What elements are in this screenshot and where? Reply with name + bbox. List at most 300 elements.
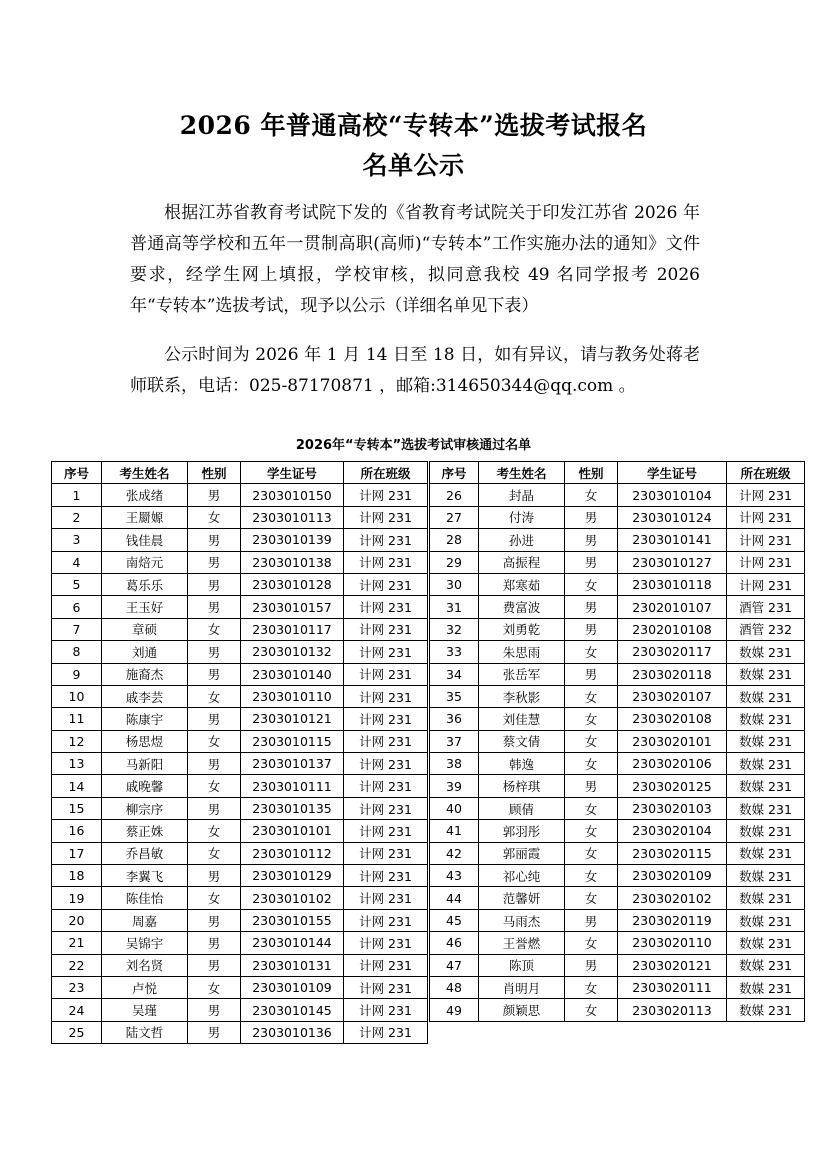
cell-student-id: 2303010132 bbox=[241, 641, 344, 663]
cell-gender: 男 bbox=[188, 596, 241, 618]
cell-student-id: 2303020121 bbox=[618, 954, 727, 976]
cell-gender: 女 bbox=[188, 685, 241, 707]
cell-gender: 男 bbox=[565, 529, 618, 551]
cell-class: 数媒 231 bbox=[727, 865, 805, 887]
cell-student-id: 2303010128 bbox=[241, 573, 344, 595]
cell-gender: 男 bbox=[188, 999, 241, 1021]
cell-class: 计网 231 bbox=[344, 797, 428, 819]
cell-student-id: 2303020106 bbox=[618, 753, 727, 775]
cell-student-id: 2303010141 bbox=[618, 529, 727, 551]
cell-class: 计网 231 bbox=[344, 663, 428, 685]
cell-gender: 男 bbox=[565, 551, 618, 573]
cell-student-id: 2303010155 bbox=[241, 909, 344, 931]
cell-gender: 男 bbox=[565, 506, 618, 528]
cell-gender: 男 bbox=[565, 909, 618, 931]
cell-name: 杨梓琪 bbox=[479, 775, 565, 797]
table-row bbox=[430, 730, 805, 752]
cell-name: 陆文哲 bbox=[102, 1021, 188, 1043]
table-row bbox=[52, 618, 428, 640]
cell-index: 26 bbox=[430, 484, 479, 506]
cell-gender: 男 bbox=[188, 753, 241, 775]
cell-student-id: 2303020111 bbox=[618, 976, 727, 998]
cell-class: 数媒 231 bbox=[727, 753, 805, 775]
cell-name: 卢悦 bbox=[102, 976, 188, 998]
cell-class: 数媒 231 bbox=[727, 797, 805, 819]
cell-index: 14 bbox=[52, 775, 102, 797]
cell-student-id: 2303010117 bbox=[241, 618, 344, 640]
header-name: 考生姓名 bbox=[102, 462, 188, 484]
cell-gender: 女 bbox=[188, 618, 241, 640]
cell-index: 22 bbox=[52, 954, 102, 976]
cell-index: 9 bbox=[52, 663, 102, 685]
cell-index: 31 bbox=[430, 596, 479, 618]
cell-index: 36 bbox=[430, 708, 479, 730]
doc-title-line1: 2026 年普通高校“专转本”选拔考试报名 bbox=[179, 111, 648, 140]
cell-index: 46 bbox=[430, 932, 479, 954]
cell-index: 44 bbox=[430, 887, 479, 909]
cell-class: 计网 231 bbox=[727, 551, 805, 573]
table-row bbox=[52, 1021, 428, 1043]
cell-index: 10 bbox=[52, 685, 102, 707]
cell-index: 35 bbox=[430, 685, 479, 707]
cell-student-id: 2303010101 bbox=[241, 820, 344, 842]
cell-student-id: 2303010157 bbox=[241, 596, 344, 618]
cell-class: 计网 231 bbox=[344, 954, 428, 976]
table-row bbox=[430, 820, 805, 842]
cell-gender: 男 bbox=[565, 596, 618, 618]
cell-name: 戚李芸 bbox=[102, 685, 188, 707]
cell-index: 5 bbox=[52, 573, 102, 595]
cell-index: 15 bbox=[52, 797, 102, 819]
cell-class: 计网 231 bbox=[344, 842, 428, 864]
cell-index: 2 bbox=[52, 506, 102, 528]
table-row bbox=[430, 887, 805, 909]
cell-class: 计网 231 bbox=[344, 820, 428, 842]
table-row bbox=[430, 618, 805, 640]
cell-student-id: 2303010113 bbox=[241, 506, 344, 528]
cell-gender: 女 bbox=[565, 865, 618, 887]
cell-gender: 男 bbox=[188, 797, 241, 819]
header-name: 考生姓名 bbox=[479, 462, 565, 484]
cell-student-id: 2303010121 bbox=[241, 708, 344, 730]
table-row bbox=[430, 753, 805, 775]
cell-index: 48 bbox=[430, 976, 479, 998]
cell-gender: 女 bbox=[188, 775, 241, 797]
cell-index: 41 bbox=[430, 820, 479, 842]
cell-name: 吴瑾 bbox=[102, 999, 188, 1021]
cell-student-id: 2303010138 bbox=[241, 551, 344, 573]
table-row bbox=[52, 753, 428, 775]
cell-name: 李翼飞 bbox=[102, 865, 188, 887]
cell-name: 陈顶 bbox=[479, 954, 565, 976]
cell-student-id: 2303010145 bbox=[241, 999, 344, 1021]
cell-class: 计网 231 bbox=[344, 708, 428, 730]
cell-class: 酒管 231 bbox=[727, 596, 805, 618]
cell-class: 计网 231 bbox=[344, 976, 428, 998]
cell-gender: 女 bbox=[565, 573, 618, 595]
cell-class: 计网 231 bbox=[344, 999, 428, 1021]
table-row bbox=[52, 797, 428, 819]
cell-student-id: 2303010115 bbox=[241, 730, 344, 752]
table-row bbox=[52, 887, 428, 909]
cell-class: 计网 231 bbox=[727, 529, 805, 551]
cell-index: 20 bbox=[52, 909, 102, 931]
cell-gender: 女 bbox=[188, 842, 241, 864]
cell-gender: 男 bbox=[188, 909, 241, 931]
cell-index: 47 bbox=[430, 954, 479, 976]
cell-name: 蔡文倩 bbox=[479, 730, 565, 752]
cell-name: 柳宗序 bbox=[102, 797, 188, 819]
header-index: 序号 bbox=[52, 462, 102, 484]
cell-name: 王誉燃 bbox=[479, 932, 565, 954]
cell-class: 数媒 231 bbox=[727, 641, 805, 663]
cell-student-id: 2303020109 bbox=[618, 865, 727, 887]
cell-name: 付涛 bbox=[479, 506, 565, 528]
cell-index: 43 bbox=[430, 865, 479, 887]
cell-class: 数媒 231 bbox=[727, 887, 805, 909]
cell-gender: 女 bbox=[188, 506, 241, 528]
header-gender: 性别 bbox=[188, 462, 241, 484]
cell-class: 计网 231 bbox=[344, 484, 428, 506]
cell-gender: 女 bbox=[188, 730, 241, 752]
cell-student-id: 2303020104 bbox=[618, 820, 727, 842]
cell-student-id: 2303020108 bbox=[618, 708, 727, 730]
header-gender: 性别 bbox=[565, 462, 618, 484]
cell-name: 颜颖思 bbox=[479, 999, 565, 1021]
cell-student-id: 2303020113 bbox=[618, 999, 727, 1021]
cell-name: 刘名贤 bbox=[102, 954, 188, 976]
cell-gender: 女 bbox=[565, 999, 618, 1021]
cell-gender: 女 bbox=[188, 820, 241, 842]
header-student-id: 学生证号 bbox=[241, 462, 344, 484]
cell-student-id: 2303020110 bbox=[618, 932, 727, 954]
cell-name: 张岳军 bbox=[479, 663, 565, 685]
cell-name: 李秋影 bbox=[479, 685, 565, 707]
cell-name: 陈佳怡 bbox=[102, 887, 188, 909]
table-row bbox=[430, 551, 805, 573]
table-row bbox=[52, 708, 428, 730]
cell-name: 郭羽彤 bbox=[479, 820, 565, 842]
table-row bbox=[430, 663, 805, 685]
cell-student-id: 2303010110 bbox=[241, 685, 344, 707]
cell-class: 计网 231 bbox=[344, 641, 428, 663]
cell-gender: 男 bbox=[565, 663, 618, 685]
cell-class: 数媒 231 bbox=[727, 775, 805, 797]
cell-name: 蔡正姝 bbox=[102, 820, 188, 842]
table-row bbox=[52, 573, 428, 595]
cell-class: 酒管 232 bbox=[727, 618, 805, 640]
cell-gender: 女 bbox=[565, 708, 618, 730]
cell-index: 21 bbox=[52, 932, 102, 954]
table-row bbox=[430, 596, 805, 618]
cell-name: 孙进 bbox=[479, 529, 565, 551]
cell-gender: 男 bbox=[565, 618, 618, 640]
cell-student-id: 2303010118 bbox=[618, 573, 727, 595]
cell-class: 计网 231 bbox=[727, 573, 805, 595]
cell-class: 计网 231 bbox=[344, 596, 428, 618]
cell-student-id: 2303010131 bbox=[241, 954, 344, 976]
cell-student-id: 2303010124 bbox=[618, 506, 727, 528]
cell-class: 数媒 231 bbox=[727, 842, 805, 864]
cell-student-id: 2303010140 bbox=[241, 663, 344, 685]
cell-student-id: 2303010137 bbox=[241, 753, 344, 775]
cell-student-id: 2303020118 bbox=[618, 663, 727, 685]
cell-index: 39 bbox=[430, 775, 479, 797]
header-index: 序号 bbox=[430, 462, 479, 484]
cell-name: 高振程 bbox=[479, 551, 565, 573]
cell-index: 1 bbox=[52, 484, 102, 506]
cell-name: 吴锦宇 bbox=[102, 932, 188, 954]
cell-class: 数媒 231 bbox=[727, 708, 805, 730]
cell-class: 计网 231 bbox=[727, 506, 805, 528]
cell-student-id: 2302010108 bbox=[618, 618, 727, 640]
table-row bbox=[52, 506, 428, 528]
table-row bbox=[52, 529, 428, 551]
cell-index: 12 bbox=[52, 730, 102, 752]
cell-class: 数媒 231 bbox=[727, 932, 805, 954]
cell-index: 24 bbox=[52, 999, 102, 1021]
cell-student-id: 2303010102 bbox=[241, 887, 344, 909]
cell-name: 张成绪 bbox=[102, 484, 188, 506]
table-caption: 2026年“专转本”选拔考试审核通过名单 bbox=[295, 438, 532, 453]
header-class: 所在班级 bbox=[727, 462, 805, 484]
cell-name: 刘通 bbox=[102, 641, 188, 663]
cell-class: 数媒 231 bbox=[727, 909, 805, 931]
table-row bbox=[52, 596, 428, 618]
roster-table-right bbox=[429, 461, 805, 1022]
cell-class: 数媒 231 bbox=[727, 976, 805, 998]
cell-index: 29 bbox=[430, 551, 479, 573]
table-row bbox=[52, 730, 428, 752]
cell-gender: 女 bbox=[188, 887, 241, 909]
cell-name: 郑寒茹 bbox=[479, 573, 565, 595]
cell-student-id: 2303020117 bbox=[618, 641, 727, 663]
cell-gender: 女 bbox=[565, 685, 618, 707]
cell-class: 计网 231 bbox=[344, 887, 428, 909]
cell-name: 范馨妍 bbox=[479, 887, 565, 909]
cell-index: 11 bbox=[52, 708, 102, 730]
cell-index: 6 bbox=[52, 596, 102, 618]
table-row bbox=[52, 820, 428, 842]
cell-class: 计网 231 bbox=[344, 775, 428, 797]
cell-name: 费富波 bbox=[479, 596, 565, 618]
cell-index: 27 bbox=[430, 506, 479, 528]
cell-student-id: 2303010144 bbox=[241, 932, 344, 954]
cell-student-id: 2303010109 bbox=[241, 976, 344, 998]
table-row bbox=[52, 551, 428, 573]
cell-name: 杨思煜 bbox=[102, 730, 188, 752]
cell-index: 30 bbox=[430, 573, 479, 595]
cell-index: 7 bbox=[52, 618, 102, 640]
cell-name: 刘勇乾 bbox=[479, 618, 565, 640]
cell-class: 计网 231 bbox=[344, 529, 428, 551]
cell-name: 钱佳晨 bbox=[102, 529, 188, 551]
table-row bbox=[52, 909, 428, 931]
cell-gender: 男 bbox=[188, 708, 241, 730]
cell-name: 郭丽霞 bbox=[479, 842, 565, 864]
cell-name: 施裔杰 bbox=[102, 663, 188, 685]
cell-index: 42 bbox=[430, 842, 479, 864]
cell-student-id: 2303010150 bbox=[241, 484, 344, 506]
cell-gender: 女 bbox=[565, 797, 618, 819]
table-row bbox=[430, 484, 805, 506]
cell-gender: 女 bbox=[565, 484, 618, 506]
table-row bbox=[430, 976, 805, 998]
cell-class: 计网 231 bbox=[344, 551, 428, 573]
cell-name: 刘佳慧 bbox=[479, 708, 565, 730]
cell-name: 王玉好 bbox=[102, 596, 188, 618]
notice-paragraph-2: 公示时间为 2026 年 1 月 14 日至 18 日，如有异议，请与教务处蒋老师联系，电话：025-87170871 ，邮箱:314650344@qq.com 。 bbox=[130, 345, 700, 396]
cell-student-id: 2303020119 bbox=[618, 909, 727, 931]
cell-index: 17 bbox=[52, 842, 102, 864]
cell-class: 计网 231 bbox=[344, 909, 428, 931]
header-class: 所在班级 bbox=[344, 462, 428, 484]
cell-class: 计网 231 bbox=[344, 932, 428, 954]
cell-name: 陈康宇 bbox=[102, 708, 188, 730]
table-row bbox=[52, 484, 428, 506]
table-row bbox=[430, 708, 805, 730]
cell-gender: 男 bbox=[188, 1021, 241, 1043]
roster-table-left bbox=[51, 461, 428, 1044]
cell-name: 周嘉 bbox=[102, 909, 188, 931]
table-row bbox=[430, 506, 805, 528]
cell-student-id: 2303020107 bbox=[618, 685, 727, 707]
cell-gender: 女 bbox=[565, 932, 618, 954]
table-header-row bbox=[430, 462, 805, 484]
table-row bbox=[430, 932, 805, 954]
cell-name: 葛乐乐 bbox=[102, 573, 188, 595]
table-row bbox=[52, 999, 428, 1021]
cell-class: 计网 231 bbox=[344, 1021, 428, 1043]
cell-class: 数媒 231 bbox=[727, 954, 805, 976]
cell-student-id: 2303010104 bbox=[618, 484, 727, 506]
cell-gender: 男 bbox=[188, 865, 241, 887]
cell-gender: 男 bbox=[188, 573, 241, 595]
cell-student-id: 2303010129 bbox=[241, 865, 344, 887]
table-row bbox=[430, 954, 805, 976]
cell-index: 28 bbox=[430, 529, 479, 551]
cell-name: 王罽嫄 bbox=[102, 506, 188, 528]
cell-index: 3 bbox=[52, 529, 102, 551]
table-row bbox=[52, 842, 428, 864]
cell-index: 13 bbox=[52, 753, 102, 775]
cell-index: 40 bbox=[430, 797, 479, 819]
cell-gender: 男 bbox=[188, 551, 241, 573]
cell-gender: 女 bbox=[565, 730, 618, 752]
table-row bbox=[430, 685, 805, 707]
cell-name: 戚晚馨 bbox=[102, 775, 188, 797]
cell-student-id: 2303020125 bbox=[618, 775, 727, 797]
cell-gender: 女 bbox=[565, 641, 618, 663]
cell-name: 马雨杰 bbox=[479, 909, 565, 931]
cell-class: 数媒 231 bbox=[727, 663, 805, 685]
cell-class: 计网 231 bbox=[344, 865, 428, 887]
cell-student-id: 2303010111 bbox=[241, 775, 344, 797]
cell-name: 祁心纯 bbox=[479, 865, 565, 887]
table-row bbox=[430, 865, 805, 887]
cell-index: 45 bbox=[430, 909, 479, 931]
cell-student-id: 2303010135 bbox=[241, 797, 344, 819]
cell-student-id: 2303010112 bbox=[241, 842, 344, 864]
table-row bbox=[52, 954, 428, 976]
cell-student-id: 2303010139 bbox=[241, 529, 344, 551]
table-row bbox=[430, 842, 805, 864]
cell-gender: 男 bbox=[565, 954, 618, 976]
cell-student-id: 2303020115 bbox=[618, 842, 727, 864]
cell-class: 计网 231 bbox=[727, 484, 805, 506]
cell-gender: 女 bbox=[188, 976, 241, 998]
cell-class: 计网 231 bbox=[344, 730, 428, 752]
cell-gender: 女 bbox=[565, 753, 618, 775]
cell-student-id: 2303020102 bbox=[618, 887, 727, 909]
cell-index: 37 bbox=[430, 730, 479, 752]
table-header-row bbox=[52, 462, 428, 484]
cell-index: 34 bbox=[430, 663, 479, 685]
cell-gender: 男 bbox=[188, 954, 241, 976]
cell-name: 章硕 bbox=[102, 618, 188, 640]
cell-name: 朱思雨 bbox=[479, 641, 565, 663]
cell-gender: 男 bbox=[188, 484, 241, 506]
cell-class: 数媒 231 bbox=[727, 730, 805, 752]
cell-gender: 女 bbox=[565, 887, 618, 909]
cell-class: 数媒 231 bbox=[727, 999, 805, 1021]
table-row bbox=[430, 573, 805, 595]
table-row bbox=[430, 529, 805, 551]
cell-name: 南焙元 bbox=[102, 551, 188, 573]
cell-class: 数媒 231 bbox=[727, 685, 805, 707]
cell-student-id: 2303010127 bbox=[618, 551, 727, 573]
cell-gender: 男 bbox=[565, 775, 618, 797]
table-row bbox=[430, 999, 805, 1021]
table-row bbox=[430, 775, 805, 797]
cell-index: 19 bbox=[52, 887, 102, 909]
cell-name: 封晶 bbox=[479, 484, 565, 506]
cell-class: 计网 231 bbox=[344, 753, 428, 775]
cell-student-id: 2303020101 bbox=[618, 730, 727, 752]
doc-title-line2: 名单公示 bbox=[362, 151, 465, 180]
table-row bbox=[430, 797, 805, 819]
table-row bbox=[430, 641, 805, 663]
table-row bbox=[430, 909, 805, 931]
cell-index: 38 bbox=[430, 753, 479, 775]
cell-student-id: 2302010107 bbox=[618, 596, 727, 618]
cell-name: 韩逸 bbox=[479, 753, 565, 775]
cell-student-id: 2303020103 bbox=[618, 797, 727, 819]
cell-class: 计网 231 bbox=[344, 506, 428, 528]
cell-gender: 男 bbox=[188, 641, 241, 663]
cell-gender: 女 bbox=[565, 820, 618, 842]
cell-gender: 男 bbox=[188, 529, 241, 551]
cell-index: 23 bbox=[52, 976, 102, 998]
cell-index: 8 bbox=[52, 641, 102, 663]
cell-index: 49 bbox=[430, 999, 479, 1021]
cell-class: 计网 231 bbox=[344, 618, 428, 640]
cell-name: 顾倩 bbox=[479, 797, 565, 819]
table-row bbox=[52, 932, 428, 954]
cell-index: 25 bbox=[52, 1021, 102, 1043]
cell-name: 马新阳 bbox=[102, 753, 188, 775]
cell-gender: 男 bbox=[188, 663, 241, 685]
table-row bbox=[52, 775, 428, 797]
table-row bbox=[52, 976, 428, 998]
table-row bbox=[52, 663, 428, 685]
table-row bbox=[52, 865, 428, 887]
cell-class: 计网 231 bbox=[344, 573, 428, 595]
notice-paragraph-1: 根据江苏省教育考试院下发的《省教育考试院关于印发江苏省 2026 年普通高等学校和五年一贯制高职(高师)“专转本”工作实施办法的通知》文件要求，经学生网上填报，学校审核，拟同意我校 49 名同学报考 2026 年“专转本”选拔考试，现予以公示（详细名单见下表） bbox=[130, 203, 700, 316]
cell-name: 乔昌敏 bbox=[102, 842, 188, 864]
cell-index: 18 bbox=[52, 865, 102, 887]
cell-gender: 女 bbox=[565, 842, 618, 864]
